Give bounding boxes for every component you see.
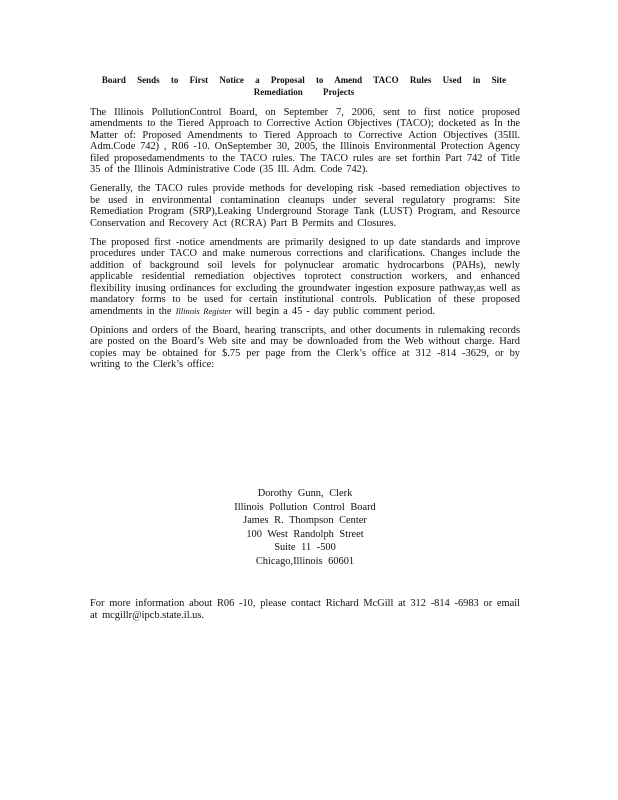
paragraph-opinions-orders: Opinions and orders of the Board, hearing transcripts, and other documents in rulemaking records are posted on the Board’s Web site and may be downloaded from the Web without charge. Hard copies may be obtained for $.75 per page from the Clerk’s office at 312 -814 -3629, or by writing to the Clerk’s office:: [90, 324, 520, 371]
contact-paragraph: For more information about R06 -10, please contact Richard McGill at 312 -814 -6983 or email at mcgillr@ipcb.state.il.us.: [90, 598, 520, 622]
paragraph-amendments: [90, 237, 520, 317]
address-suite: Suite 11 -500: [274, 542, 336, 553]
address-city: Chicago,Illinois 60601: [255, 555, 355, 567]
paragraph-first-notice: The Illinois PollutionControl Board, on September 7, 2006, sent to first notice proposed amendments to the Tiered Approach to Corrective Action Objectives (TACO); docketed as In the Matter of: Proposed Amendments to Tiered Approach to Corrective Action Objectives (35Ill. Adm.Code 742) , R06 -10. OnSeptember 30, 2005, the Illinois Environmental Protection Agency filed proposedamendments to the TACO rules. The TACO rules are set forthin Part 742 of Title 35 of the Illinois Administrative Code (35 Ill. Adm. Code 742).: [90, 107, 520, 176]
address-organization: Illinois Pollution Control Board: [234, 501, 376, 513]
paragraph-amendments-tail: will begin a 45 - day public comment period.: [231, 305, 436, 317]
clerk-address-block: [90, 487, 520, 568]
document-title: [90, 74, 518, 98]
address-name: Dorothy Gunn, Clerk: [257, 488, 353, 499]
address-building: James R. Thompson Center: [243, 515, 367, 526]
title-line-1: Board Sends to First Notice a Proposal to Amend TACO Rules Used in Site: [101, 75, 507, 85]
paragraph-amendments-text: The proposed first -notice amendments are primarily designed to up date standards and improve procedures under TACO and make numerous corrections and clarifications. Changes include the addition of background soil levels for polynuclear aromatic hydrocarbons (PAHs), newly applicable residential remediation objectives toprotect construction workers, and enhanced flexibility inusing ordinances for excluding the groundwater ingestion exposure pathway,as well as mandatory forms to be used for certain institutional controls. Publication of these proposed amendments in the: [90, 237, 520, 317]
title-line-2: Remediation Projects: [253, 87, 355, 97]
illinois-register-italic: Illinois Register: [175, 305, 232, 316]
address-street: 100 West Randolph Street: [246, 528, 364, 540]
document-body: [90, 107, 520, 379]
paragraph-taco-methods: Generally, the TACO rules provide methods for developing risk -based remediation objectives to be used in environmental contamination cleanups under several regulatory programs: Site Remediation Program (SRP),Leaking Underground Storage Tank (LUST) Program, and Resource Conservation and Recovery Act (RCRA) Part B Permits and Closures.: [90, 183, 520, 229]
